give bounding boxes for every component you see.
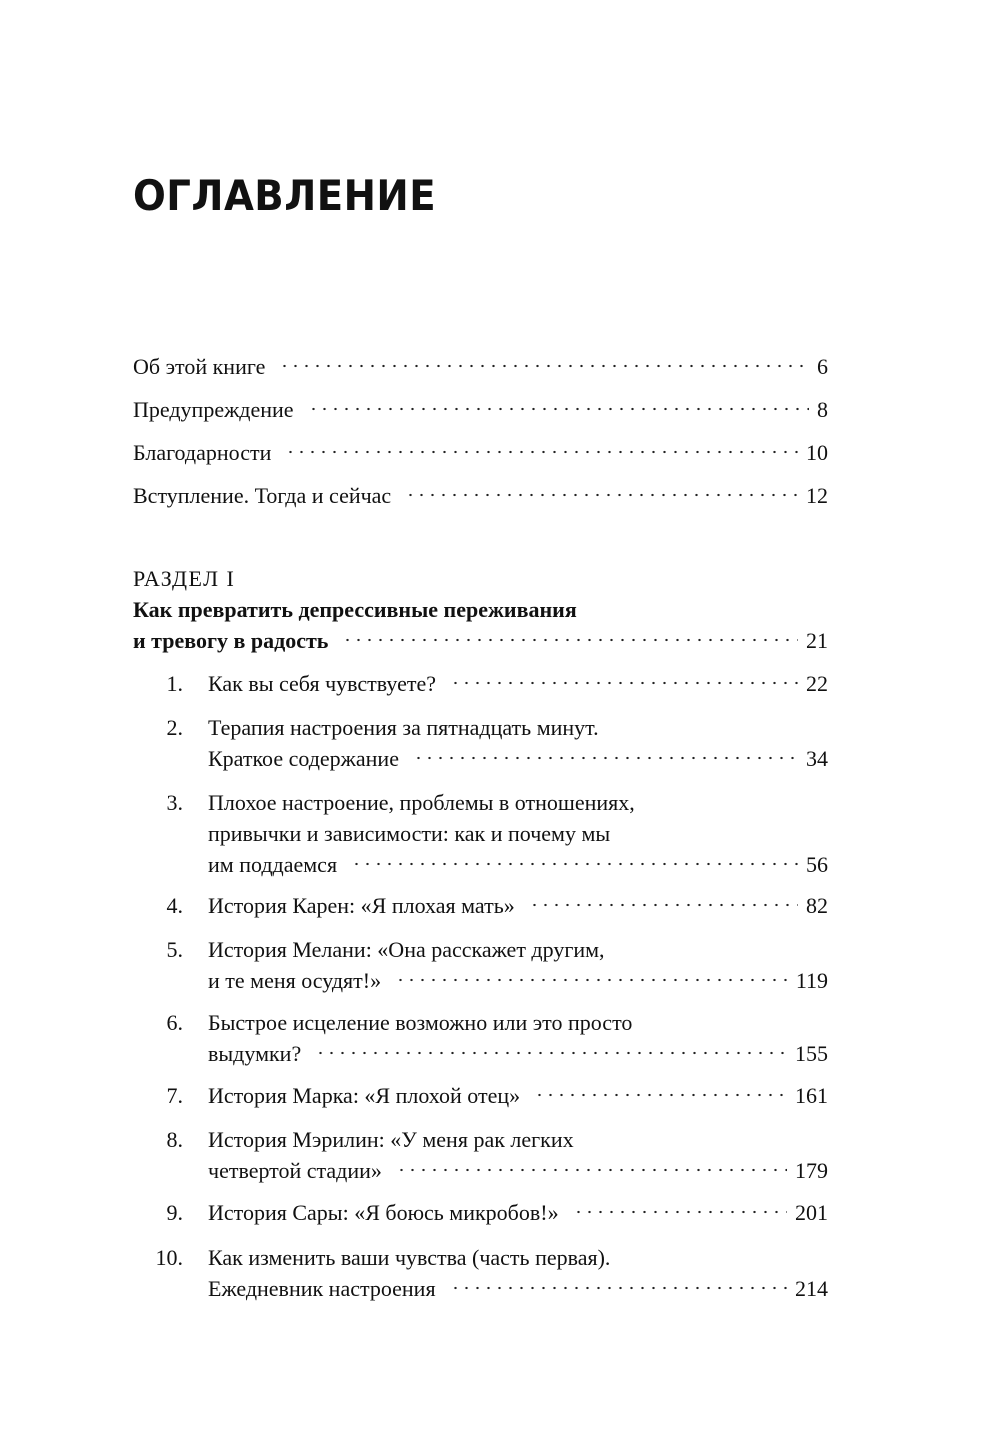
section-title-line: Как превратить депрессивные переживания xyxy=(133,597,577,622)
chapter-title-line: Быстрое исцеление возможно или это просто xyxy=(208,1010,633,1035)
chapter-page: 155 xyxy=(795,1041,828,1066)
toc-entry-title: Об этой книге xyxy=(133,354,266,379)
chapter-title-line: Краткое содержание xyxy=(208,746,399,771)
page-title: ОГЛАВЛЕНИЕ xyxy=(133,171,437,220)
toc-entry-warning[interactable] xyxy=(133,393,828,427)
dot-leader xyxy=(396,1168,787,1172)
chapter-number: 3. xyxy=(166,790,183,815)
toc-entry-page: 12 xyxy=(806,483,828,508)
chapter-page: 56 xyxy=(806,852,828,877)
chapter-title-line: Плохое настроение, проблемы в отношениях, xyxy=(208,790,635,815)
dot-leader xyxy=(573,1210,787,1214)
chapter-title-line: История Марка: «Я плохой отец» xyxy=(208,1083,521,1108)
chapter-page: 119 xyxy=(795,968,828,993)
chapter-title-line: и те меня осудят!» xyxy=(208,968,382,993)
chapter-page: 34 xyxy=(806,746,828,771)
toc-entry-title: Вступление. Тогда и сейчас xyxy=(133,483,392,508)
chapter-page: 161 xyxy=(795,1083,828,1108)
chapter-title-lead xyxy=(208,1037,828,1071)
chapter-title-lead xyxy=(208,964,828,998)
dot-leader xyxy=(308,407,809,411)
chapter-title-line: Терапия настроения за пятнадцать минут. xyxy=(208,715,599,740)
dot-leader xyxy=(534,1093,787,1097)
dot-leader xyxy=(450,681,798,685)
chapter-number: 9. xyxy=(166,1200,183,1225)
chapter-page: 22 xyxy=(806,671,828,696)
chapter-title-line: им поддаемся xyxy=(208,852,338,877)
chapter-title-line: История Карен: «Я плохая мать» xyxy=(208,893,515,918)
toc-entry-title: Благодарности xyxy=(133,440,272,465)
chapter-title-lead xyxy=(208,848,828,882)
toc-entry-page: 6 xyxy=(817,354,828,379)
chapter-page: 82 xyxy=(806,893,828,918)
chapter-title-line: История Сары: «Я боюсь микробов!» xyxy=(208,1200,559,1225)
dot-leader xyxy=(342,638,798,642)
chapter-title-lead xyxy=(208,1154,828,1188)
dot-leader xyxy=(413,756,798,760)
toc-entry-page: 21 xyxy=(806,628,828,653)
section-title-line: и тревогу в радость xyxy=(133,628,329,653)
chapter-page: 214 xyxy=(795,1276,828,1301)
chapter-title-lead xyxy=(208,1196,828,1230)
chapter-page: 179 xyxy=(795,1158,828,1183)
dot-leader xyxy=(315,1051,787,1055)
chapter-title-line: История Мэрилин: «У меня рак легких xyxy=(208,1127,574,1152)
toc-entry-about[interactable] xyxy=(133,350,828,384)
chapter-title-line: выдумки? xyxy=(208,1041,302,1066)
dot-leader xyxy=(285,450,798,454)
chapter-title-lead xyxy=(208,1272,828,1306)
chapter-number: 1. xyxy=(166,671,183,696)
chapter-title-line: четвертой стадии» xyxy=(208,1158,382,1183)
toc-entry-page: 8 xyxy=(817,397,828,422)
chapter-number: 5. xyxy=(166,937,183,962)
dot-leader xyxy=(395,978,788,982)
toc-entry-title: Предупреждение xyxy=(133,397,294,422)
toc-entry-introduction[interactable] xyxy=(133,479,828,513)
chapter-title-lead xyxy=(208,742,828,776)
chapter-title-lead xyxy=(208,1079,828,1113)
chapter-number: 7. xyxy=(166,1083,183,1108)
chapter-title-lead xyxy=(208,667,828,701)
chapter-number: 10. xyxy=(155,1245,183,1270)
chapter-title-line: Как изменить ваши чувства (часть первая). xyxy=(208,1245,611,1270)
chapter-number: 2. xyxy=(166,715,183,740)
section-title-entry[interactable] xyxy=(133,624,828,658)
toc-entry-page: 10 xyxy=(806,440,828,465)
chapter-number: 4. xyxy=(166,893,183,918)
chapter-title-line: Как вы себя чувствуете? xyxy=(208,671,437,696)
chapter-title-line: История Мелани: «Она расскажет другим, xyxy=(208,937,605,962)
dot-leader xyxy=(351,862,798,866)
chapter-page: 201 xyxy=(795,1200,828,1225)
section-label: РАЗДЕЛ I xyxy=(133,566,236,591)
dot-leader xyxy=(405,493,798,497)
chapter-title-lead xyxy=(208,889,828,923)
toc-entry-acknowledgements[interactable] xyxy=(133,436,828,470)
dot-leader xyxy=(529,903,798,907)
chapter-title-line: привычки и зависимости: как и почему мы xyxy=(208,821,611,846)
dot-leader xyxy=(279,364,809,368)
chapter-number: 6. xyxy=(166,1010,183,1035)
dot-leader xyxy=(450,1286,787,1290)
chapter-title-line: Ежедневник настроения xyxy=(208,1276,436,1301)
chapter-number: 8. xyxy=(166,1127,183,1152)
